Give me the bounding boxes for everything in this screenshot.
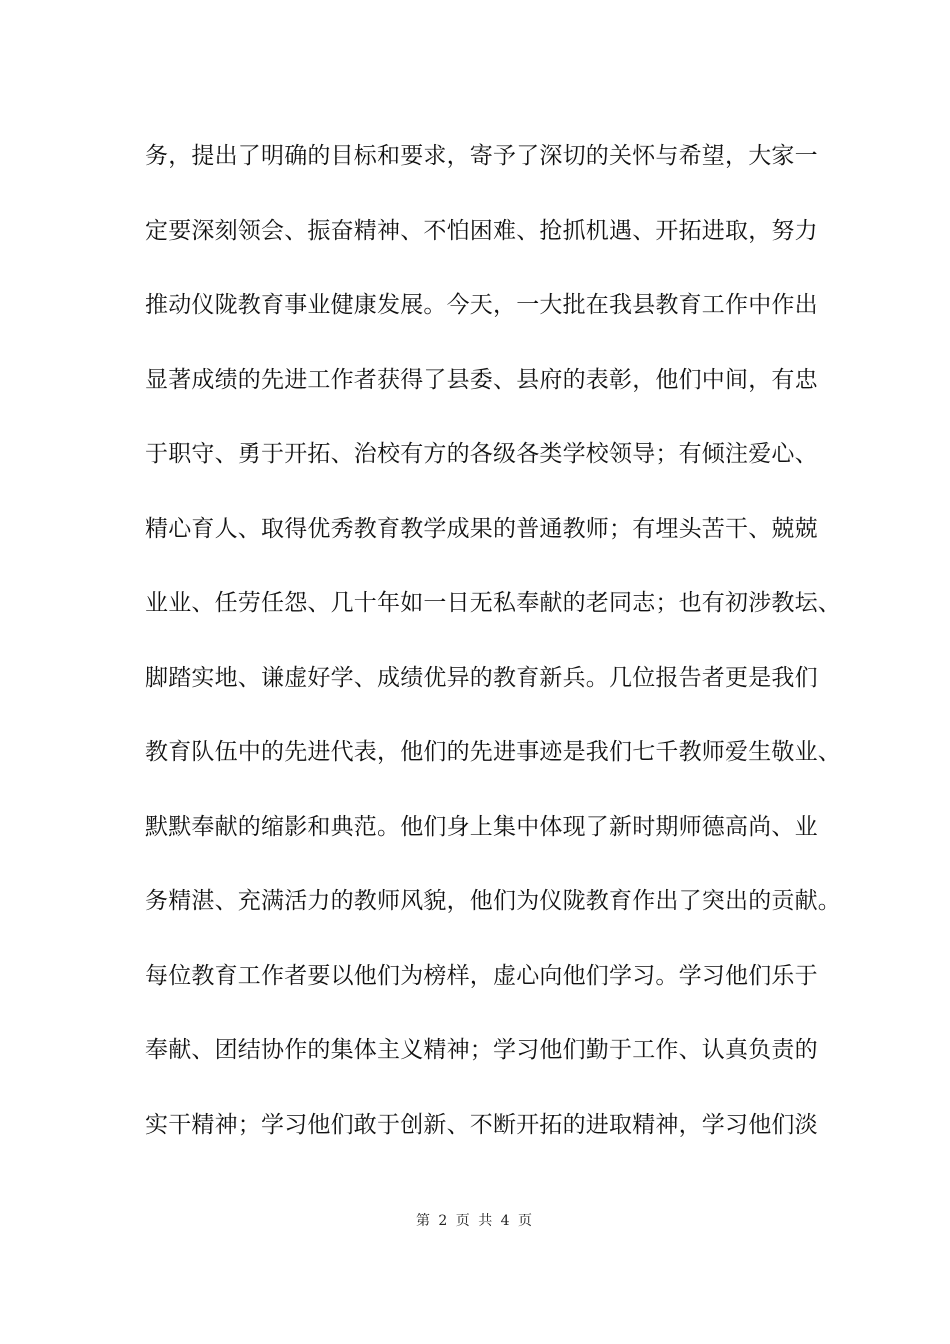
text-line: 显著成绩的先进工作者获得了县委、县府的表彰，他们中间，有忠 xyxy=(145,366,818,393)
text-line: 奉献、团结协作的集体主义精神；学习他们勤于工作、认真负责的 xyxy=(145,1037,818,1063)
text-line: 默默奉献的缩影和典范。他们身上集中体现了新时期师德高尚、业 xyxy=(145,813,818,840)
text-line: 教育队伍中的先进代表，他们的先进事迹是我们七千教师爱生敬业、 xyxy=(145,739,841,765)
text-line: 实干精神；学习他们敢于创新、不断开拓的进取精神，学习他们淡 xyxy=(145,1111,818,1138)
text-line: 推动仪陇教育事业健康发展。今天，一大批在我县教育工作中作出 xyxy=(145,292,818,318)
body-text xyxy=(145,130,841,1173)
text-line: 脚踏实地、谦虚好学、成绩优异的教育新兵。几位报告者更是我们 xyxy=(145,664,818,691)
text-line: 定要深刻领会、振奋精神、不怕困难、抢抓机遇、开拓进取，努力 xyxy=(145,217,818,244)
text-line: 于职守、勇于开拓、治校有方的各级各类学校领导；有倾注爱心、 xyxy=(145,441,818,467)
page-number-footer: 第 2 页 共 4 页 xyxy=(415,1213,535,1229)
text-line: 务，提出了明确的目标和要求，寄予了深切的关怀与希望，大家一 xyxy=(145,143,818,169)
text-line: 精心育人、取得优秀教育教学成果的普通教师；有埋头苦干、兢兢 xyxy=(145,515,818,542)
text-line: 每位教育工作者要以他们为榜样，虚心向他们学习。学习他们乐于 xyxy=(145,962,818,989)
text-line: 业业、任劳任怨、几十年如一日无私奉献的老同志；也有初涉教坛、 xyxy=(145,590,841,616)
text-line: 务精湛、充满活力的教师风貌，他们为仪陇教育作出了突出的贡献。 xyxy=(145,888,841,914)
